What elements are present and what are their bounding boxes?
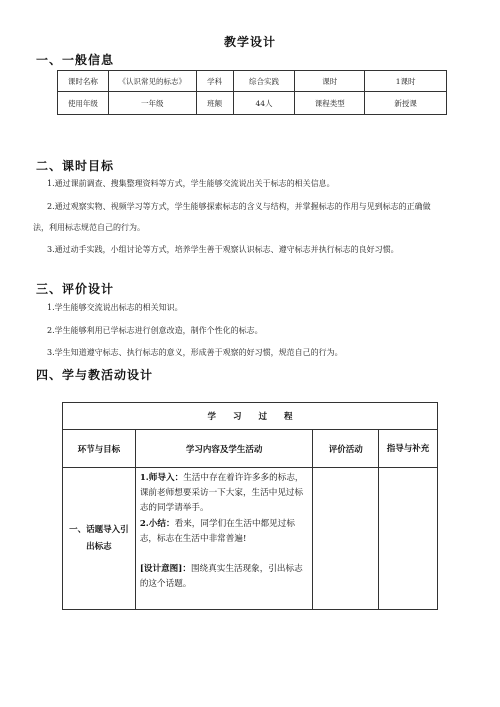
- step-2-label: 2.小结：: [139, 518, 175, 529]
- content-cell: [135, 468, 312, 610]
- header-stage: 环节与目标: [63, 430, 136, 468]
- section-heading-activity-design: 四、学与教活动设计: [36, 368, 154, 382]
- info-value-lesson-name: 《认识常见的标志》: [108, 71, 196, 92]
- info-label-grade: 使用年级: [58, 92, 109, 115]
- info-label-lesson-name: 课时名称: [58, 71, 109, 92]
- stage-cell: 一、话题导入引出标志: [63, 468, 136, 610]
- evaluation-2: 2.学生能够利用已学标志进行创意改造，制作个性化的标志。: [47, 326, 263, 335]
- evaluation-3: 3.学生知道遵守标志、执行标志的意义，形成善于观察的好习惯，规范自己的行为。: [47, 348, 343, 357]
- step-1-label: 1.师导入：: [139, 473, 184, 483]
- info-value-subject: 综合实践: [233, 71, 295, 92]
- info-label-subject: 学科: [196, 71, 233, 92]
- goal-3: 3.通过动手实践，小组讨论等方式，培养学生善于观察认识标志、遵守标志并执行标志的良好习惯。: [47, 245, 399, 254]
- info-value-periods: 1课时: [365, 71, 447, 92]
- section-heading-general-info: 一、一般信息: [36, 53, 115, 67]
- info-value-grade: 一年级: [108, 92, 196, 115]
- info-value-class-size: 44人: [233, 92, 295, 115]
- info-label-class-size: 班额: [196, 92, 233, 115]
- evaluation-cell: [313, 468, 379, 610]
- goal-2-line-1: 2.通过观察实物、视频学习等方式，学生能够探索标志的含义与结构，并掌握标志的作用与见到标志的正确做: [47, 202, 431, 211]
- step-2-text: 看来，同学们在生活中都见过标志，标志在生活中非常普遍!: [139, 518, 295, 544]
- section-heading-evaluation: 三、评价设计: [36, 282, 115, 296]
- header-evaluation: 评价活动: [313, 430, 379, 468]
- guidance-cell: [379, 468, 438, 610]
- design-intent-label: [设计意图]：: [139, 564, 191, 575]
- evaluation-1: 1.学生能够交流说出标志的相关知识。: [47, 303, 183, 312]
- activity-table-banner: 学 习 过 程: [63, 403, 438, 430]
- design-intent-text: 围绕真实生活现象，引出标志的这个话题。: [139, 564, 303, 590]
- header-guidance: 指导与补充: [379, 430, 438, 468]
- step-1-text: 生活中存在着许许多多的标志，课前老师想要采访一下大家，生活中见过标志的同学请举手。: [139, 473, 304, 514]
- header-content: 学习内容及学生活动: [135, 430, 312, 468]
- goal-2-line-2: 法，利用标志规范自己的行为。: [33, 223, 145, 232]
- page-title: 教学设计: [223, 35, 276, 49]
- activity-table: [62, 402, 438, 610]
- info-label-course-type: 课程类型: [295, 92, 365, 115]
- general-info-table: [57, 70, 447, 115]
- info-label-periods: 课时: [295, 71, 365, 92]
- section-heading-goals: 二、课时目标: [36, 159, 115, 173]
- info-value-course-type: 新授课: [365, 92, 447, 115]
- goal-1: 1.通过课前调查、搜集整理资料等方式，学生能够交流说出关于标志的相关信息。: [47, 179, 335, 188]
